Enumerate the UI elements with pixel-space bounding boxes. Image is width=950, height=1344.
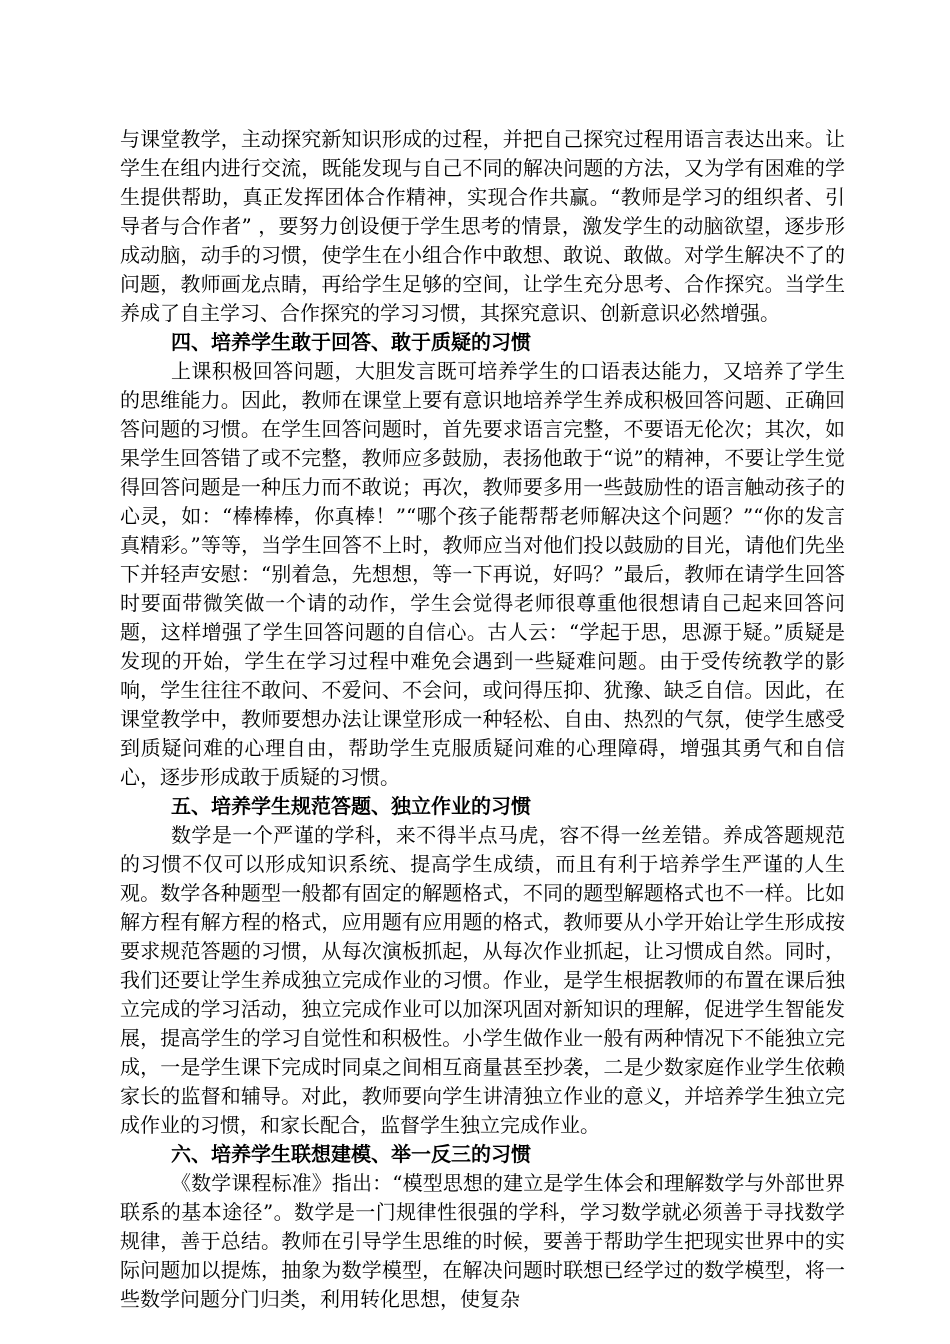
paragraph-modeling: 《数学课程标准》指出：“模型思想的建立是学生体会和理解数学与外部世界联系的基本途径”。数学是一门规律性很强的学科，学习数学就必须善于寻找数学规律，善于总结。教师在引导学生思维的时候，要善于帮助学生把现实世界中的实际问题加以提炼，抽象为数学模型，在解决问题时联想已经学过的数学模型，将一些数学问题分门归类，利用转化思想，使复杂 <box>120 1171 845 1311</box>
section-heading-4: 四、培养学生敢于回答、敢于质疑的习惯 <box>171 330 531 354</box>
paragraph-answer-question: 上课积极回答问题，大胆发言既可培养学生的口语表达能力，又培养了学生的思维能力。因此，教师在课堂上要有意识地培养学生养成积极回答问题、正确回答问题的习惯。在学生回答问题时，首先要求语言完整，不要语无伦次；其次，如果学生回答错了或不完整，教师应多鼓励，表扬他敢于“说”的精神，不要让学生觉得回答问题是一种压力而不敢说；再次，教师要多用一些鼓励性的语言触动孩子的心灵，如：“棒棒棒，你真棒！”“哪个孩子能帮帮老师解决这个问题？”“你的发言真精彩。”等等，当学生回答不上时，教师应当对他们投以鼓励的目光，请他们先坐下并轻声安慰：“别着急，先想想，等一下再说，好吗？”最后，教师在请学生回答时要面带微笑做一个请的动作，学生会觉得老师很尊重他很想请自己起来回答问题，这样增强了学生回答问题的自信心。古人云：“学起于思，思源于疑。”质疑是发现的开始，学生在学习过程中难免会遇到一些疑难问题。由于受传统教学的影响，学生往往不敢问、不爱问、不会问，或问得压抑、犹豫、缺乏自信。因此，在课堂教学中，教师要想办法让课堂形成一种轻松、自由、热烈的气氛，使学生感受到质疑问难的心理自由，帮助学生克服质疑问难的心理障碍，增强其勇气和自信心，逐步形成敢于质疑的习惯。 <box>120 359 845 789</box>
section-heading-6: 六、培养学生联想建模、举一反三的习惯 <box>171 1142 531 1166</box>
document-body <box>120 125 845 1314</box>
paragraph-standard-answer: 数学是一个严谨的学科，来不得半点马虎，容不得一丝差错。养成答题规范的习惯不仅可以形成知识系统、提高学生成绩，而且有利于培养学生严谨的人生观。数学各种题型一般都有固定的解题格式，不同的题型解题格式也不一样。比如解方程有解方程的格式，应用题有应用题的格式，教师要从小学开始让学生形成按要求规范答题的习惯，从每次演板抓起，从每次作业抓起，让习惯成自然。同时，我们还要让学生养成独立完成作业的习惯。作业，是学生根据教师的布置在课后独立完成的学习活动，独立完成作业可以加深巩固对新知识的理解，促进学生智能发展，提高学生的学习自觉性和积极性。小学生做作业一般有两种情况下不能独立完成，一是学生课下完成时同桌之间相互商量甚至抄袭，二是少数家庭作业学生依赖家长的监督和辅导。对此，教师要向学生讲清独立作业的意义，并培养学生独立完成作业的习惯，和家长配合，监督学生独立完成作业。 <box>120 823 845 1137</box>
section-heading-5: 五、培养学生规范答题、独立作业的习惯 <box>171 794 531 818</box>
paragraph-cooperative-learning: 与课堂教学，主动探究新知识形成的过程，并把自己探究过程用语言表达出来。让学生在组内进行交流，既能发现与自己不同的解决问题的方法，又为学有困难的学生提供帮助，真正发挥团体合作精神，实现合作共赢。“教师是学习的组织者、引导者与合作者” ，要努力创设便于学生思考的情景，激发学生的动脑欲望，逐步形成动脑，动手的习惯，使学生在小组合作中敢想、敢说、敢做。对学生解决不了的问题，教师画龙点睛，再给学生足够的空间，让学生充分思考、合作探究。当学生养成了自主学习、合作探究的学习习惯，其探究意识、创新意识必然增强。 <box>120 127 845 325</box>
